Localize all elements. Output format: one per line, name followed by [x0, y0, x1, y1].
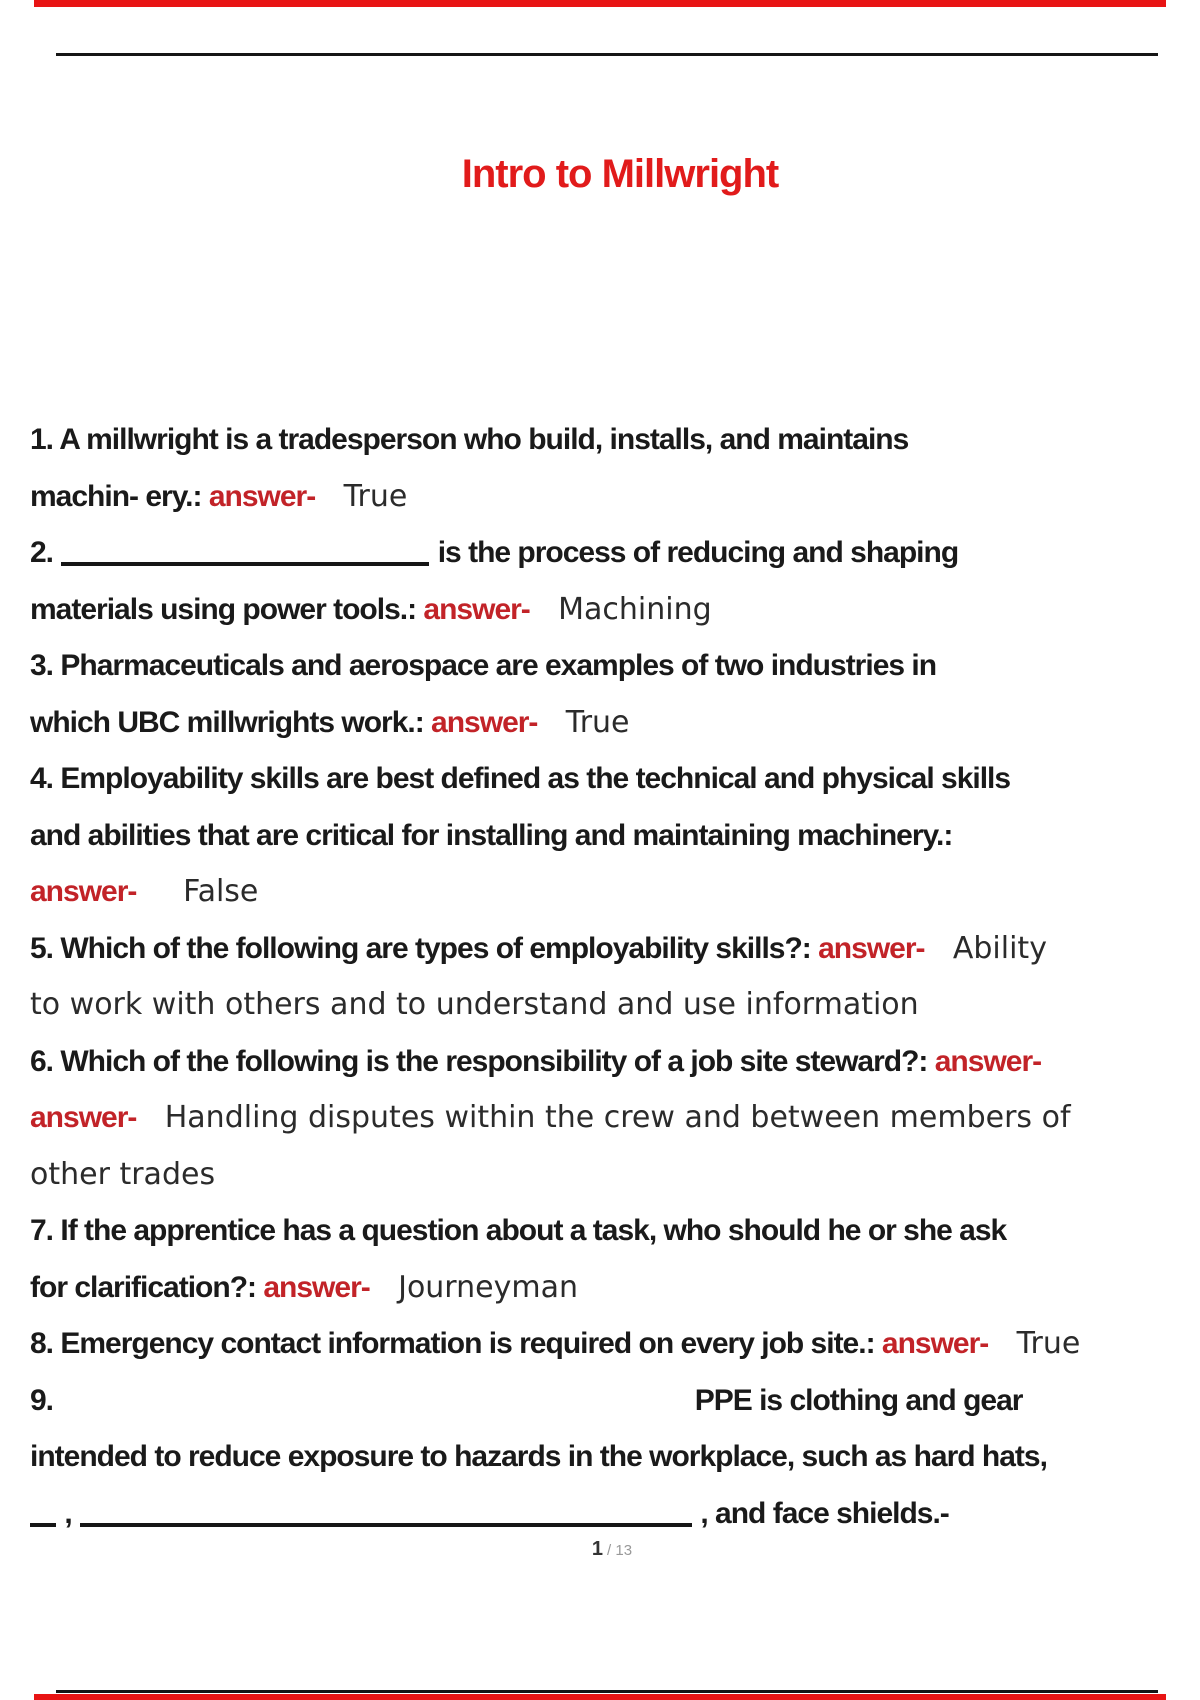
- question-text: is the process of reducing and shaping: [437, 536, 959, 569]
- answer-text: False: [183, 874, 259, 909]
- page-title: Intro to Millwright: [461, 152, 779, 196]
- answer-text: True: [343, 478, 408, 514]
- question-text: materials using power tools.:: [30, 592, 424, 626]
- document-body: [30, 412, 1200, 1542]
- blank-underline: [30, 1496, 56, 1527]
- page-total: / 13: [607, 1542, 633, 1559]
- question-text: 3. Pharmaceuticals and aerospace are examples of two industries in: [30, 649, 937, 682]
- question-text: 1. A millwright is a tradesperson who build, installs, and maintains: [30, 423, 909, 456]
- text-line: [30, 469, 1200, 526]
- text-line: [30, 751, 1200, 808]
- page-footer: [0, 1538, 1200, 1561]
- question-text: and abilities that are critical for installing and maintaining machinery.:: [30, 818, 953, 852]
- question-text: , and face shields.-: [700, 1496, 949, 1530]
- question-text: PPE is clothing and gear: [694, 1383, 1023, 1417]
- answer-text: Handling disputes within the crew and between members of: [164, 1100, 1071, 1135]
- text-line: [30, 808, 1200, 865]
- answer-label: answer-: [423, 592, 530, 626]
- text-line: [30, 921, 1200, 978]
- question-text: which UBC millwrights work.:: [30, 705, 432, 739]
- answer-label: answer-: [263, 1270, 370, 1304]
- text-line: [30, 1486, 1200, 1543]
- answer-text: True: [1016, 1326, 1081, 1361]
- text-line: [30, 1090, 1200, 1147]
- text-line: [30, 1429, 1200, 1486]
- top-horizontal-rule: [56, 53, 1158, 56]
- answer-label: answer-: [208, 479, 316, 513]
- question-text: 8. Emergency contact information is required on every job site.:: [30, 1327, 882, 1360]
- answer-label: answer-: [818, 931, 925, 965]
- answer-text: Ability: [952, 930, 1047, 966]
- text-line: [30, 1147, 1200, 1204]
- text-line: [30, 525, 1200, 582]
- answer-text: Machining: [558, 591, 712, 627]
- question-text: ,: [64, 1496, 72, 1530]
- text-line: [30, 977, 1200, 1034]
- question-text: 6. Which of the following is the responsibility of a job site steward?:: [30, 1044, 935, 1078]
- answer-text: Journeyman: [398, 1269, 578, 1305]
- text-line: [30, 695, 1200, 752]
- bottom-red-divider: [34, 1694, 1166, 1700]
- blank-underline: [80, 1496, 692, 1527]
- answer-label: answer-: [30, 875, 137, 908]
- question-text: 7. If the apprentice has a question about a task, who should he or she ask: [30, 1214, 1007, 1247]
- text-line: [30, 1203, 1200, 1260]
- text-line: [30, 1034, 1200, 1091]
- answer-text: other trades: [30, 1156, 216, 1192]
- text-line: [30, 582, 1200, 639]
- answer-text: to work with others and to understand and use information: [30, 987, 919, 1022]
- text-line: [30, 1316, 1200, 1373]
- question-text: 2.: [30, 536, 54, 569]
- text-line: [30, 1373, 1200, 1430]
- answer-label: answer-: [30, 1101, 137, 1134]
- blank-underline: [61, 535, 429, 566]
- answer-label: answer-: [934, 1044, 1042, 1078]
- text-line: [30, 638, 1200, 695]
- question-text: for clarification?:: [30, 1270, 264, 1304]
- bottom-horizontal-rule: [56, 1690, 1158, 1693]
- text-line: [30, 412, 1200, 469]
- top-red-divider: [34, 0, 1166, 7]
- question-text: 9.: [30, 1383, 54, 1417]
- question-text: machin- ery.:: [30, 479, 209, 513]
- text-line: [30, 1260, 1200, 1317]
- answer-label: answer-: [881, 1327, 989, 1360]
- answer-label: answer-: [431, 705, 538, 739]
- question-text: 4. Employability skills are best defined as the technical and physical skills: [30, 762, 1011, 795]
- question-text: intended to reduce exposure to hazards in the workplace, such as hard hats,: [30, 1440, 1047, 1473]
- page-number: 1: [591, 1538, 604, 1560]
- text-line: [30, 864, 1200, 921]
- answer-text: True: [565, 704, 630, 740]
- question-text: 5. Which of the following are types of employability skills?:: [30, 931, 819, 965]
